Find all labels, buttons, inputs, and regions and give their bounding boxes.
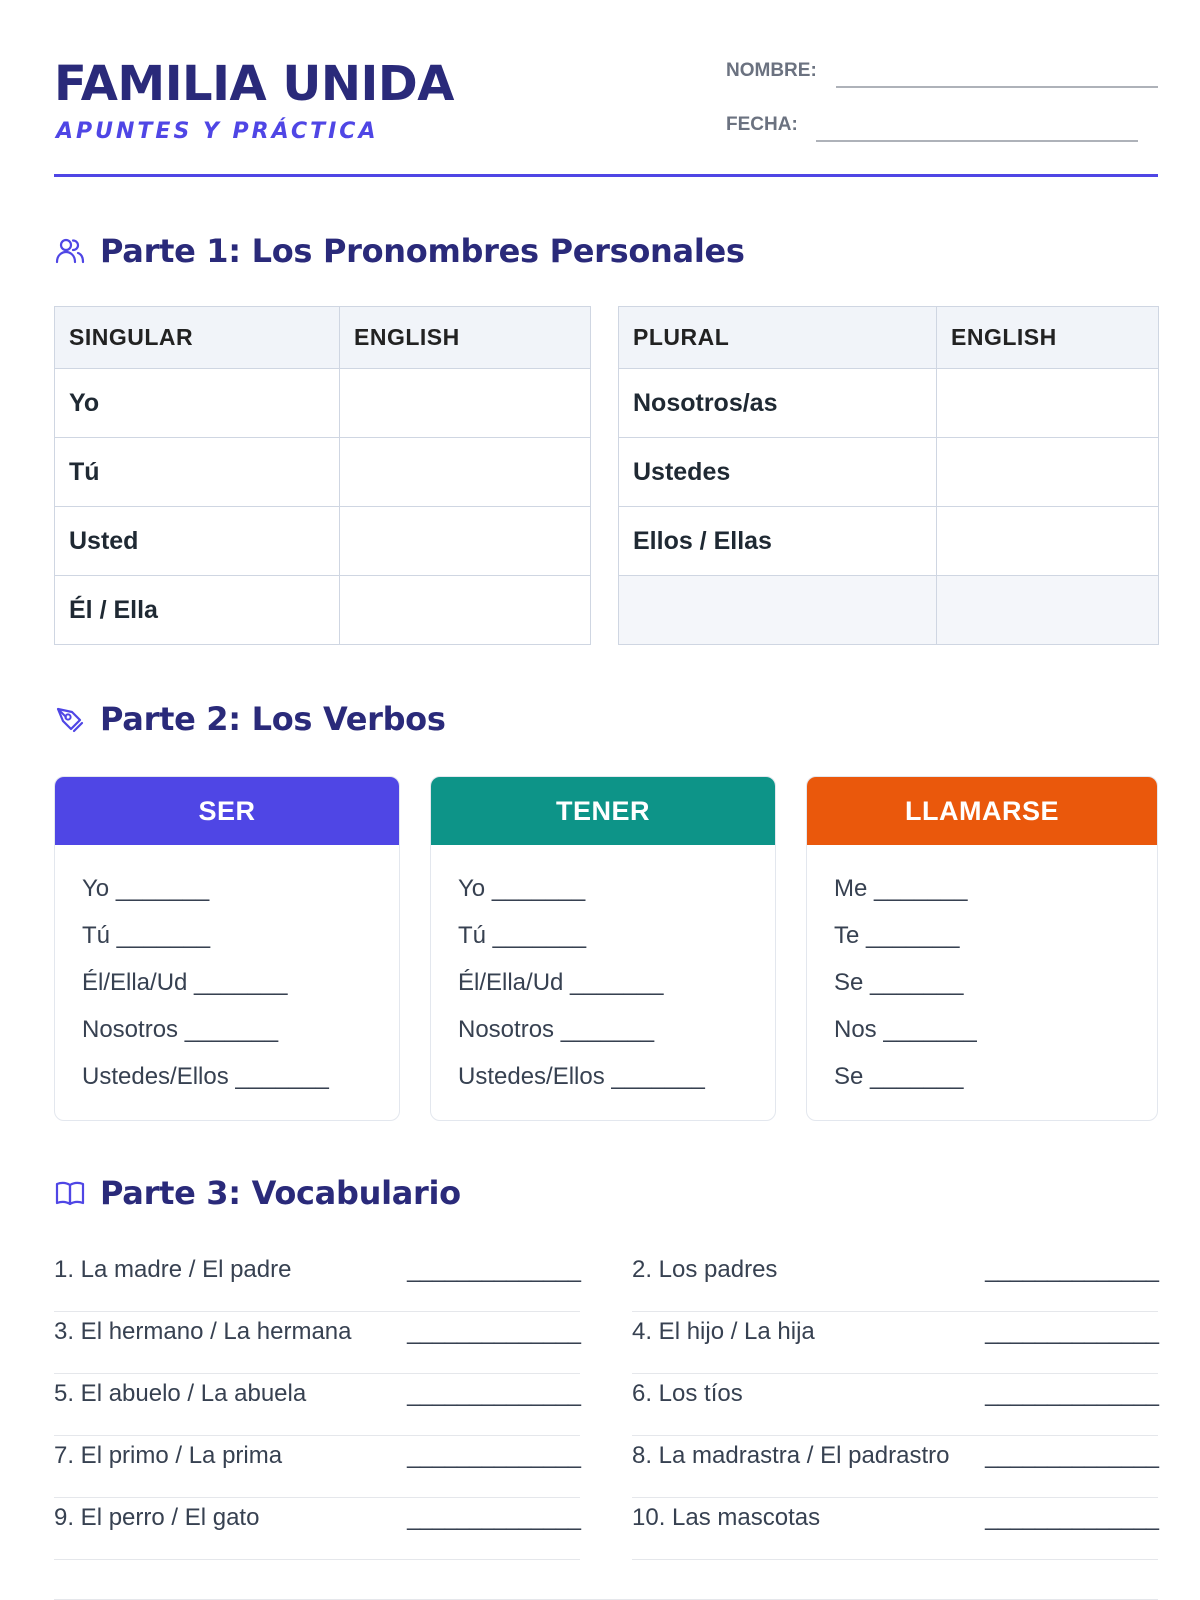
vocab-term: 5. El abuelo / La abuela <box>54 1380 307 1407</box>
verb-card-header: TENER <box>431 777 775 845</box>
table-row <box>619 369 1159 438</box>
list-item <box>54 1374 580 1436</box>
conjugation-row[interactable]: Me _______ <box>834 875 968 902</box>
header-divider <box>54 174 1158 177</box>
conjugation-row[interactable]: Nos _______ <box>834 1016 977 1043</box>
conjugation-row[interactable]: Yo _______ <box>82 875 210 902</box>
part3-heading <box>54 1174 461 1212</box>
pronoun-cell: Yo <box>55 369 340 438</box>
list-item <box>632 1374 1158 1436</box>
verb-card-tener <box>430 776 776 1121</box>
vocab-term: 8. La madrastra / El padrastro <box>632 1442 950 1469</box>
pronoun-cell: Ellos / Ellas <box>619 507 937 576</box>
conjugation-row[interactable]: Yo _______ <box>458 875 586 902</box>
list-item <box>632 1312 1158 1374</box>
answer-blank[interactable]: ______________ <box>407 1380 580 1407</box>
column-header-plural: PLURAL <box>619 307 937 369</box>
worksheet-title: FAMILIA UNIDA <box>54 56 454 112</box>
table-row <box>55 438 591 507</box>
name-field[interactable] <box>726 60 1158 84</box>
table-row <box>619 576 1159 645</box>
conjugation-row[interactable]: Ustedes/Ellos _______ <box>82 1063 329 1090</box>
part1-heading <box>54 232 745 270</box>
date-line[interactable] <box>816 140 1138 142</box>
list-item <box>54 1436 580 1498</box>
verb-card-header: LLAMARSE <box>807 777 1157 845</box>
conjugation-row[interactable]: Te _______ <box>834 922 960 949</box>
answer-blank[interactable]: ______________ <box>407 1504 580 1531</box>
list-item <box>632 1436 1158 1498</box>
conjugation-row[interactable]: Él/Ella/Ud _______ <box>82 969 288 996</box>
answer-blank[interactable]: ______________ <box>407 1256 580 1283</box>
vocab-term: 1. La madre / El padre <box>54 1256 292 1283</box>
users-icon <box>54 235 86 267</box>
verb-card-body <box>807 845 1157 1108</box>
singular-pronouns-table <box>54 306 591 645</box>
answer-blank[interactable]: ______________ <box>985 1442 1158 1469</box>
conjugation-row[interactable]: Nosotros _______ <box>82 1016 279 1043</box>
verb-card-ser <box>54 776 400 1121</box>
table-header-row <box>55 307 591 369</box>
table-row <box>55 369 591 438</box>
answer-blank[interactable]: ______________ <box>407 1442 580 1469</box>
answer-blank[interactable]: ______________ <box>985 1380 1158 1407</box>
name-label: NOMBRE: <box>726 60 817 81</box>
pronoun-cell: Él / Ella <box>55 576 340 645</box>
table-row <box>55 507 591 576</box>
english-answer-cell[interactable] <box>340 576 591 645</box>
list-item <box>54 1312 580 1374</box>
pronoun-cell: Usted <box>55 507 340 576</box>
answer-blank[interactable]: ______________ <box>985 1504 1158 1531</box>
worksheet-page <box>54 0 1158 1600</box>
conjugation-row[interactable]: Tú _______ <box>458 922 587 949</box>
english-answer-cell[interactable] <box>340 369 591 438</box>
conjugation-row[interactable]: Tú _______ <box>82 922 211 949</box>
date-label: FECHA: <box>726 114 798 135</box>
answer-blank[interactable]: ______________ <box>407 1318 580 1345</box>
list-item <box>54 1250 580 1312</box>
table-header-row <box>619 307 1159 369</box>
english-answer-cell[interactable] <box>937 507 1159 576</box>
list-item <box>54 1498 580 1560</box>
verb-card-body <box>55 845 399 1108</box>
vocab-term: 9. El perro / El gato <box>54 1504 260 1531</box>
empty-cell <box>937 576 1159 645</box>
part2-heading <box>54 700 446 738</box>
column-header-english: ENGLISH <box>340 307 591 369</box>
part3-title: Parte 3: Vocabulario <box>100 1174 461 1212</box>
worksheet-header <box>54 56 1158 178</box>
english-answer-cell[interactable] <box>340 507 591 576</box>
book-open-icon <box>54 1177 86 1209</box>
conjugation-row[interactable]: Él/Ella/Ud _______ <box>458 969 664 996</box>
answer-blank[interactable]: ______________ <box>985 1256 1158 1283</box>
table-row <box>55 576 591 645</box>
vocab-term: 10. Las mascotas <box>632 1504 821 1531</box>
vocab-term: 6. Los tíos <box>632 1380 743 1407</box>
worksheet-subtitle: APUNTES Y PRÁCTICA <box>56 119 379 144</box>
pronoun-cell: Tú <box>55 438 340 507</box>
vocab-term: 3. El hermano / La hermana <box>54 1318 352 1345</box>
english-answer-cell[interactable] <box>937 438 1159 507</box>
part2-title: Parte 2: Los Verbos <box>100 700 446 738</box>
date-field[interactable] <box>726 114 1138 138</box>
conjugation-row[interactable]: Nosotros _______ <box>458 1016 655 1043</box>
pen-nib-icon <box>54 703 86 735</box>
verb-card-header: SER <box>55 777 399 845</box>
column-header-english: ENGLISH <box>937 307 1159 369</box>
verb-card-llamarse <box>806 776 1158 1121</box>
empty-cell <box>619 576 937 645</box>
table-row <box>619 438 1159 507</box>
answer-blank[interactable]: ______________ <box>985 1318 1158 1345</box>
conjugation-row[interactable]: Se _______ <box>834 969 964 996</box>
pronoun-cell: Nosotros/as <box>619 369 937 438</box>
verb-card-body <box>431 845 775 1108</box>
conjugation-row[interactable]: Se _______ <box>834 1063 964 1090</box>
pronoun-cell: Ustedes <box>619 438 937 507</box>
vocab-term: 2. Los padres <box>632 1256 778 1283</box>
vocab-term: 7. El primo / La prima <box>54 1442 283 1469</box>
part1-title: Parte 1: Los Pronombres Personales <box>100 232 745 270</box>
column-header-singular: SINGULAR <box>55 307 340 369</box>
table-row <box>619 507 1159 576</box>
name-line[interactable] <box>836 86 1158 88</box>
english-answer-cell[interactable] <box>340 438 591 507</box>
list-item <box>632 1498 1158 1560</box>
english-answer-cell[interactable] <box>937 369 1159 438</box>
plural-pronouns-table <box>618 306 1159 645</box>
vocab-term: 4. El hijo / La hija <box>632 1318 815 1345</box>
conjugation-row[interactable]: Ustedes/Ellos _______ <box>458 1063 705 1090</box>
list-item <box>632 1250 1158 1312</box>
